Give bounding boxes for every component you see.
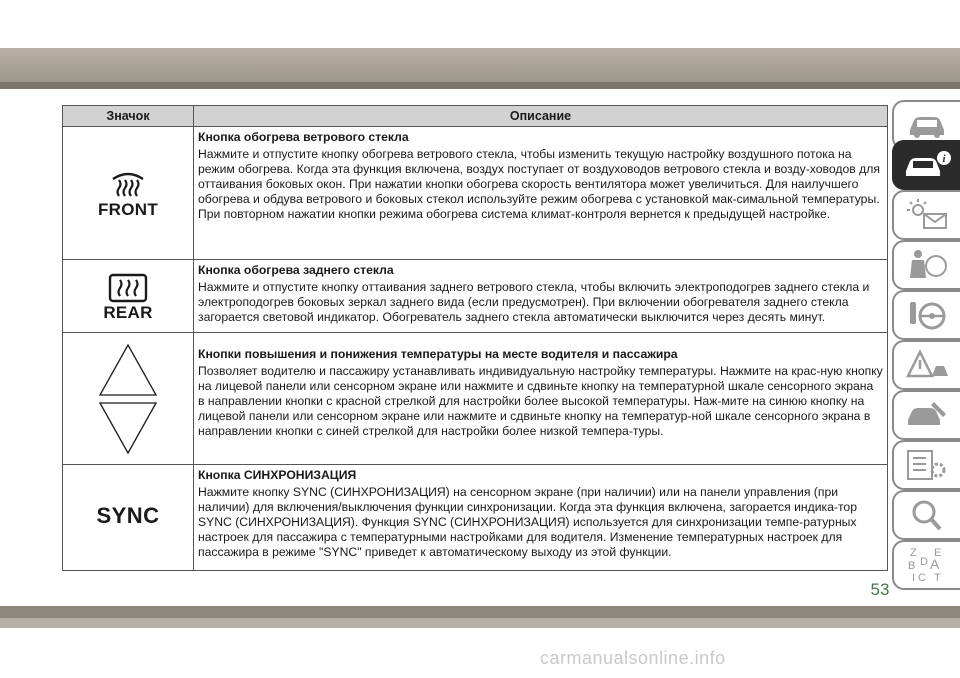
side-tab-emergency[interactable] [892,340,960,390]
car-info-icon [902,149,952,181]
icon-cell [63,260,194,333]
description-cell [194,465,888,571]
bottom-decorative-band [0,606,960,618]
side-tab-driving[interactable] [892,290,960,340]
row-title: Кнопка обогрева ветрового стекла [198,130,409,144]
description-cell [194,127,888,260]
row-description: Позволяет водителю и пассажиру устанавливать индивидуальную настройку температуры. Нажмите на крас-ную кнопку на лицевой панели или сенсорном экране или нажмите и сдвиньте кнопку на температурной шкале сенсорного экрана в направлении кнопки с красной стрелкой для настройки более высокой температуры. Наж-мите на синюю кнопку на лицевой панели или сенсорном экране или нажмите и сдвиньте кнопку на температур-ной шкале сенсорного экрана в направлении кнопки с синей стрелкой для настройки более низкой темпера-туры. [198,364,883,438]
row-title: Кнопка СИНХРОНИЗАЦИЯ [198,468,357,482]
svg-text:D: D [920,556,928,568]
row-description: Нажмите и отпустите кнопку обогрева ветрового стекла, чтобы изменить текущую настройку воздушного потока на режим обогрева. Когда эта функция включена, воздух поступает от воздуховодов ветрового стекла и возду-ховодов для оттаивания боковых окон. При нажатии кнопки обогрева скорость вентилятора может увеличиться. Для наилучшего обогрева и обдува ветрового и боковых стекол используйте режим обогрева с установкой мак-симальной температуры. При повторном нажатии кнопки режима обогрева система климат-контроля вернется к предыдущей настройке. [198,147,880,221]
car-exterior-icon [904,110,950,140]
row-description: Нажмите кнопку SYNC (СИНХРОНИЗАЦИЯ) на сенсорном экране (при наличии) или на панели управления (при наличии) для включения/выключения функции синхронизации. Когда эта функция включена, загорается индика-тор SYNC (СИНХРОНИЗАЦИЯ). Функция SYNC (СИНХРОНИЗАЦИЯ) используется для синхронизации темпе-ратурных настроек для пассажира с температурными настройками для водителя. Изменение температурных настроек для пассажира в режиме "SYNC" приведет к автоматическому выходу из этой функции. [198,485,857,559]
warning-triangle-icon [904,348,950,382]
row-title: Кнопки повышения и понижения температуры на месте водителя и пассажира [198,347,678,361]
icon-description-table [62,105,888,571]
header-description: Описание [194,106,888,127]
description-cell [194,260,888,333]
svg-text:B: B [908,560,916,572]
warning-lights-message-icon [904,198,950,232]
svg-text:E: E [934,547,942,559]
side-tab-safety[interactable] [892,240,960,290]
triangle-down-icon [100,403,156,453]
side-tab-search[interactable] [892,490,960,540]
icon-label: FRONT [97,199,159,219]
header-icon: Значок [63,106,194,127]
steering-wheel-icon [904,298,950,332]
description-cell [194,333,888,465]
car-wrench-icon [904,398,950,432]
triangle-up-icon [100,345,156,395]
settings-list-icon [904,448,950,482]
table-row [63,333,888,465]
table-row [63,465,888,571]
icon-cell [63,465,194,571]
icon-label: REAR [103,302,153,322]
top-decorative-band [0,48,960,82]
svg-text:I: I [912,572,916,584]
defrost-windshield-icon [110,170,146,200]
search-icon [904,498,950,532]
sync-text-icon: SYNC [96,503,160,528]
svg-text:Z: Z [910,547,917,559]
table-row [63,127,888,260]
side-tab-index[interactable] [892,540,960,590]
bottom-decorative-band-light [0,618,960,628]
seatbelt-airbag-icon [904,248,950,282]
watermark: carmanualsonline.info [540,648,726,668]
rear-defrost-icon [108,273,148,303]
alphabet-index-icon [904,545,950,585]
table-row [63,260,888,333]
row-description: Нажмите и отпустите кнопку оттаивания заднего ветрового стекла, чтобы включить электроподогрев заднего стекла и электроподогрев боковых зеркал заднего вида (если предусмотрен). При включении обогревателя заднего стекла загорается световой индикатор. Обогреватель заднего стекла автоматически выключится через десять минут. [198,280,870,324]
icon-cell [63,127,194,260]
svg-text:T: T [934,572,941,584]
page-number: 53 [870,580,890,599]
top-decorative-band-dark [0,82,960,89]
svg-text:i: i [942,153,946,165]
table-header-row [63,106,888,127]
side-tab-service[interactable] [892,390,960,440]
icon-cell [63,333,194,465]
svg-text:C: C [918,572,926,584]
temperature-up-down-icon [98,343,158,455]
side-tab-specs[interactable] [892,440,960,490]
svg-text:A: A [930,556,940,572]
row-title: Кнопка обогрева заднего стекла [198,263,394,277]
side-tab-car-info[interactable] [892,140,960,190]
side-tab-warning-lights[interactable] [892,190,960,240]
